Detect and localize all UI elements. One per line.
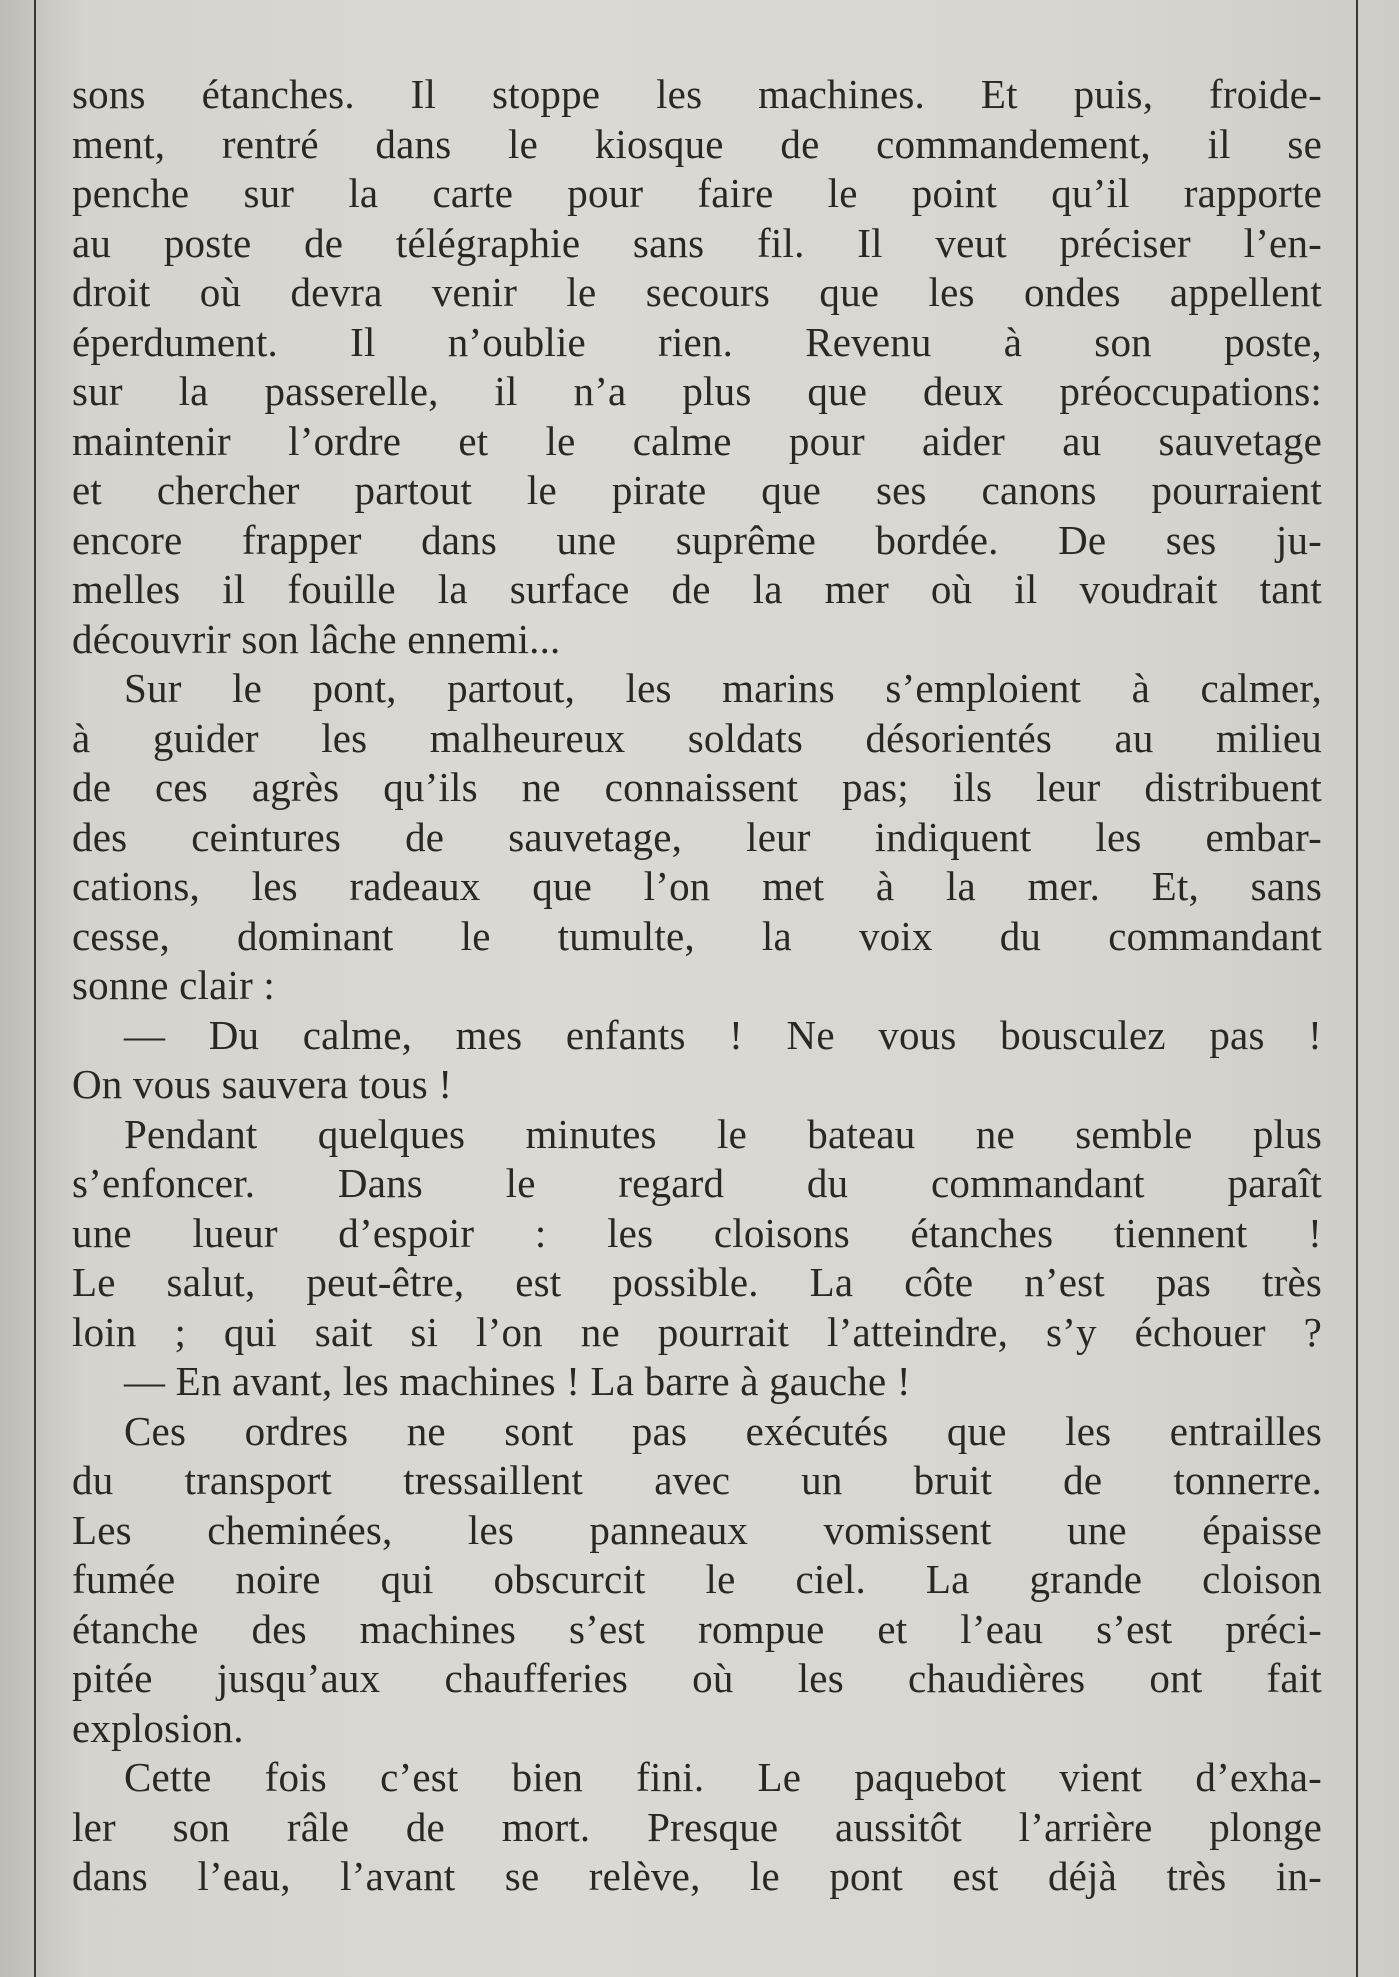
- text-line: du transport tressaillent avec un bruit de tonnerre.: [72, 1457, 1322, 1503]
- left-margin-rule: [34, 0, 36, 1977]
- text-line: fumée noire qui obscurcit le ciel. La grande cloison: [72, 1556, 1322, 1602]
- text-line: cations, les radeaux que l’on met à la mer. Et, sans: [72, 863, 1322, 909]
- text-line: — En avant, les machines ! La barre à gauche !: [124, 1358, 911, 1404]
- text-line: ler son râle de mort. Presque aussitôt l’arrière plonge: [72, 1803, 1322, 1850]
- text-line: melles il fouille la surface de la mer où il voudrait tant: [72, 566, 1322, 612]
- text-line: penche sur la carte pour faire le point qu’il rapporte: [72, 170, 1322, 216]
- text-line: Pendant quelques minutes le bateau ne semble plus: [124, 1110, 1322, 1157]
- text-line: à guider les malheureux soldats désorientés au milieu: [72, 714, 1322, 761]
- text-line: Ces ordres ne sont pas exécutés que les entrailles: [124, 1407, 1322, 1454]
- text-line: On vous sauvera tous !: [72, 1061, 453, 1107]
- text-line: et chercher partout le pirate que ses canons pourraient: [72, 467, 1322, 513]
- text-line: une lueur d’espoir : les cloisons étanches tiennent !: [72, 1209, 1322, 1256]
- text-line: droit où devra venir le secours que les ondes appellent: [72, 269, 1322, 315]
- text-line: s’enfoncer. Dans le regard du commandant paraît: [72, 1160, 1322, 1206]
- right-margin-rule: [1356, 0, 1358, 1977]
- text-line: maintenir l’ordre et le calme pour aider au sauvetage: [72, 417, 1322, 464]
- text-line: — Du calme, mes enfants ! Ne vous bousculez pas !: [124, 1011, 1322, 1058]
- text-line: sonne clair :: [72, 962, 275, 1008]
- text-line: étanche des machines s’est rompue et l’eau s’est préci-: [72, 1605, 1322, 1652]
- text-line: pitée jusqu’aux chaufferies où les chaudières ont fait: [72, 1655, 1322, 1701]
- text-line: de ces agrès qu’ils ne connaissent pas; ils leur distribuent: [72, 764, 1322, 810]
- text-line: Les cheminées, les panneaux vomissent une épaisse: [72, 1506, 1322, 1553]
- body-text: [72, 70, 1322, 1902]
- text-line: sur la passerelle, il n’a plus que deux préoccupations:: [72, 368, 1322, 414]
- text-line: Sur le pont, partout, les marins s’emploient à calmer,: [124, 665, 1322, 711]
- text-line: encore frapper dans une suprême bordée. De ses ju-: [72, 516, 1322, 563]
- text-line: au poste de télégraphie sans fil. Il veut préciser l’en-: [72, 219, 1322, 266]
- text-line: cesse, dominant le tumulte, la voix du commandant: [72, 912, 1322, 959]
- text-line: découvrir son lâche ennemi...: [72, 615, 561, 662]
- text-line: Le salut, peut-être, est possible. La côte n’est pas très: [72, 1259, 1322, 1305]
- text-line: dans l’eau, l’avant se relève, le pont est déjà très in-: [72, 1853, 1322, 1899]
- text-line: loin ; qui sait si l’on ne pourrait l’atteindre, s’y échouer ?: [72, 1308, 1322, 1355]
- text-line: Cette fois c’est bien fini. Le paquebot vient d’exha-: [124, 1754, 1322, 1800]
- text-line: sons étanches. Il stoppe les machines. Et puis, froide-: [72, 71, 1322, 117]
- text-line: explosion.: [72, 1704, 244, 1751]
- text-line: des ceintures de sauvetage, leur indiquent les embar-: [72, 813, 1322, 860]
- text-line: éperdument. Il n’oublie rien. Revenu à son poste,: [72, 318, 1322, 365]
- text-line: ment, rentré dans le kiosque de commandement, il se: [72, 120, 1322, 167]
